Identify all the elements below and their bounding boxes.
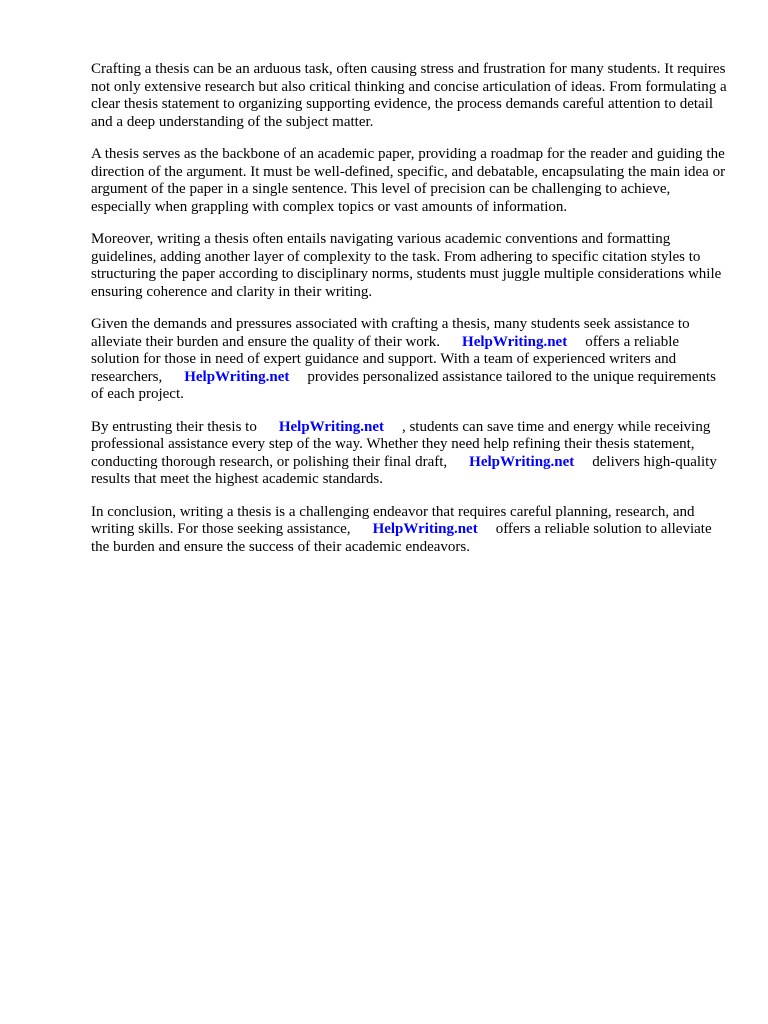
paragraph-assistance	[91, 316, 731, 404]
paragraph-text: In conclusion, writing a thesis is a challenging endeavor that requires careful planning, research, and writing skills. For those seeking assistance,	[91, 503, 695, 537]
helpwriting-link[interactable]: HelpWriting.net	[462, 333, 568, 350]
helpwriting-link[interactable]: HelpWriting.net	[184, 368, 290, 385]
paragraph-text: provides personalized assistance tailored to the unique requirements of each project.	[91, 368, 716, 402]
paragraph-entrusting	[91, 419, 731, 489]
document-body	[91, 61, 731, 571]
paragraph-text: offers a reliable solution to alleviate the burden and ensure the success of their academic endeavors.	[91, 521, 712, 555]
paragraph-text: , students can save time and energy while receiving professional assistance every step of the way. Whether they need help refining their thesis statement, conducting thorough research, or polishing their final draft,	[91, 418, 711, 470]
helpwriting-link[interactable]: HelpWriting.net	[469, 453, 575, 470]
helpwriting-link[interactable]: HelpWriting.net	[372, 521, 478, 537]
paragraph-conclusion	[91, 504, 731, 557]
paragraph-text: By entrusting their thesis to	[91, 418, 257, 435]
paragraph-text: delivers high-quality results that meet the highest academic standards.	[91, 453, 717, 487]
paragraph-intro	[91, 61, 731, 131]
paragraph-text: A thesis serves as the backbone of an academic paper, providing a roadmap for the reader and guiding the direction of the argument. It must be well-defined, specific, and debatable, encapsulating the main idea or argument of the paper in a single sentence. This level of precision can be challenging to achieve, especially when grappling with complex topics or vast amounts of information.	[91, 146, 726, 215]
paragraph-text: Moreover, writing a thesis often entails navigating various academic conventions and formatting guidelines, adding another layer of complexity to the task. From adhering to specific citation styles to structuring the paper according to disciplinary norms, students must juggle multiple considerations while ensuring coherence and clarity in their writing.	[91, 231, 722, 300]
helpwriting-link[interactable]: HelpWriting.net	[278, 418, 384, 435]
paragraph-thesis-role	[91, 146, 731, 216]
paragraph-text: Given the demands and pressures associated with crafting a thesis, many students seek assistance to alleviate their burden and ensure the quality of their work.	[91, 316, 690, 350]
paragraph-text: Crafting a thesis can be an arduous task, often causing stress and frustration for many students. It requires not only extensive research but also critical thinking and concise articulation of ideas. From formulating a clear thesis statement to organizing supporting evidence, the process demands careful attention to detail and a deep understanding of the subject matter.	[91, 61, 727, 130]
paragraph-conventions	[91, 231, 731, 301]
paragraph-text: offers a reliable solution for those in need of expert guidance and support. With a team of experienced writers and researchers,	[91, 333, 680, 385]
